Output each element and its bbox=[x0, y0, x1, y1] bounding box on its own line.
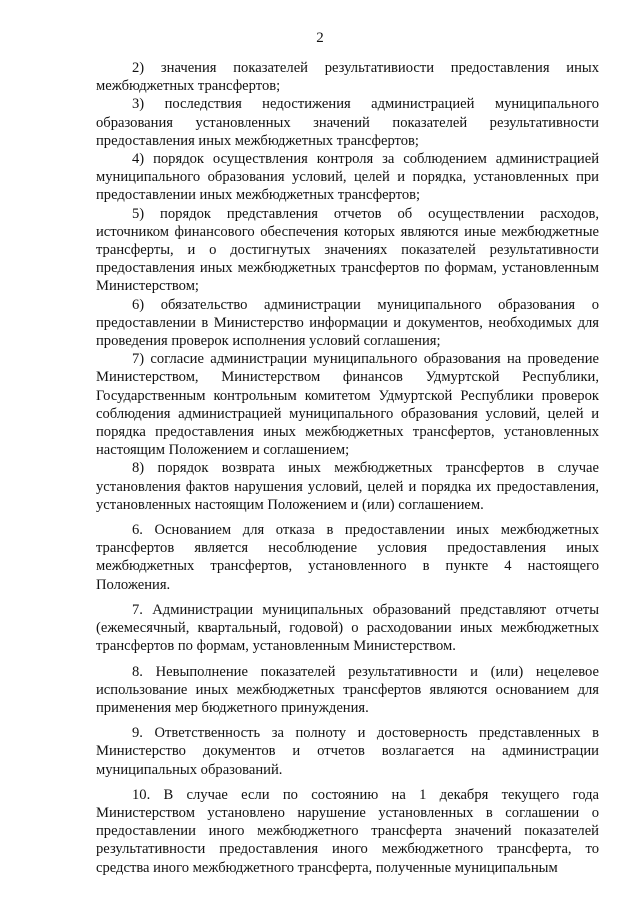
paragraph-item-8: 8. Невыполнение показателей результативности и (или) нецелевое использование иных межбюджетных трансфертов являются основанием для применения мер бюджетного принуждения. bbox=[96, 663, 599, 716]
paragraph-subitem-6: 6) обязательство администрации муниципального образования о предоставлении в Министерство информации и документов, необходимых для проведения проверок исполнения условий соглашения; bbox=[96, 296, 599, 350]
paragraph-subitem-2: 2) значения показателей результативиости предоставления иных межбюджетных трансфертов; bbox=[96, 60, 599, 95]
document-body bbox=[96, 59, 599, 877]
paragraph-item-6: 6. Основанием для отказа в предоставлении иных межбюджетных трансфертов является несоблюдение условия предоставления иных межбюджетных трансфертов, установленного в пункте 4 настоящего Положения. bbox=[96, 522, 599, 593]
paragraph-item-10: 10. В случае если по состоянию на 1 декабря текущего года Министерством установлено нарушение установленных в соглашении о предоставлении иного межбюджетного трансферта значений показателей результативности предоставления иного межбюджетного трансферта, то средства иного межбюджетного трансферта, полученные муниципальным bbox=[96, 786, 599, 876]
page-number: 2 bbox=[316, 30, 324, 46]
paragraph-subitem-5: 5) порядок представления отчетов об осуществлении расходов, источником финансового обеспечения которых являются иные межбюджетные трансферты, и о достигнутых значениях показателей результативности предоставления иных межбюджетных трансфертов по формам, установленным Министерством; bbox=[96, 205, 599, 295]
paragraph-subitem-8: 8) порядок возврата иных межбюджетных трансфертов в случае установления фактов нарушения условий, целей и порядка их предоставления, установленных настоящим Положением и (или) соглашением. bbox=[96, 460, 599, 513]
paragraph-subitem-4: 4) порядок осуществления контроля за соблюдением администрацией муниципального образования условий, целей и порядка, установленных при предоставлении иных межбюджетных трансфертов; bbox=[96, 151, 599, 204]
paragraph-subitem-3: 3) последствия недостижения администрацией муниципального образования установленных значений показателей результативности предоставления иных межбюджетных трансфертов; bbox=[96, 96, 599, 149]
paragraph-subitem-7: 7) согласие администрации муниципального образования на проведение Министерством, Министерством финансов Удмуртской Республики, Государственным контрольным комитетом Удмуртской Республики проверок соблюдения администрацией муниципального образования условий, целей и порядка предоставления иных межбюджетных трансфертов, установленных настоящим Положением и соглашением; bbox=[96, 351, 599, 459]
paragraph-item-7: 7. Администрации муниципальных образований представляют отчеты (ежемесячный, квартальный, годовой) о расходовании иных межбюджетных трансфертов по формам, установленным Министерством. bbox=[96, 601, 599, 655]
paragraph-item-9: 9. Ответственность за полноту и достоверность представленных в Министерство документов и отчетов возлагается на администрации муниципальных образований. bbox=[96, 725, 599, 778]
